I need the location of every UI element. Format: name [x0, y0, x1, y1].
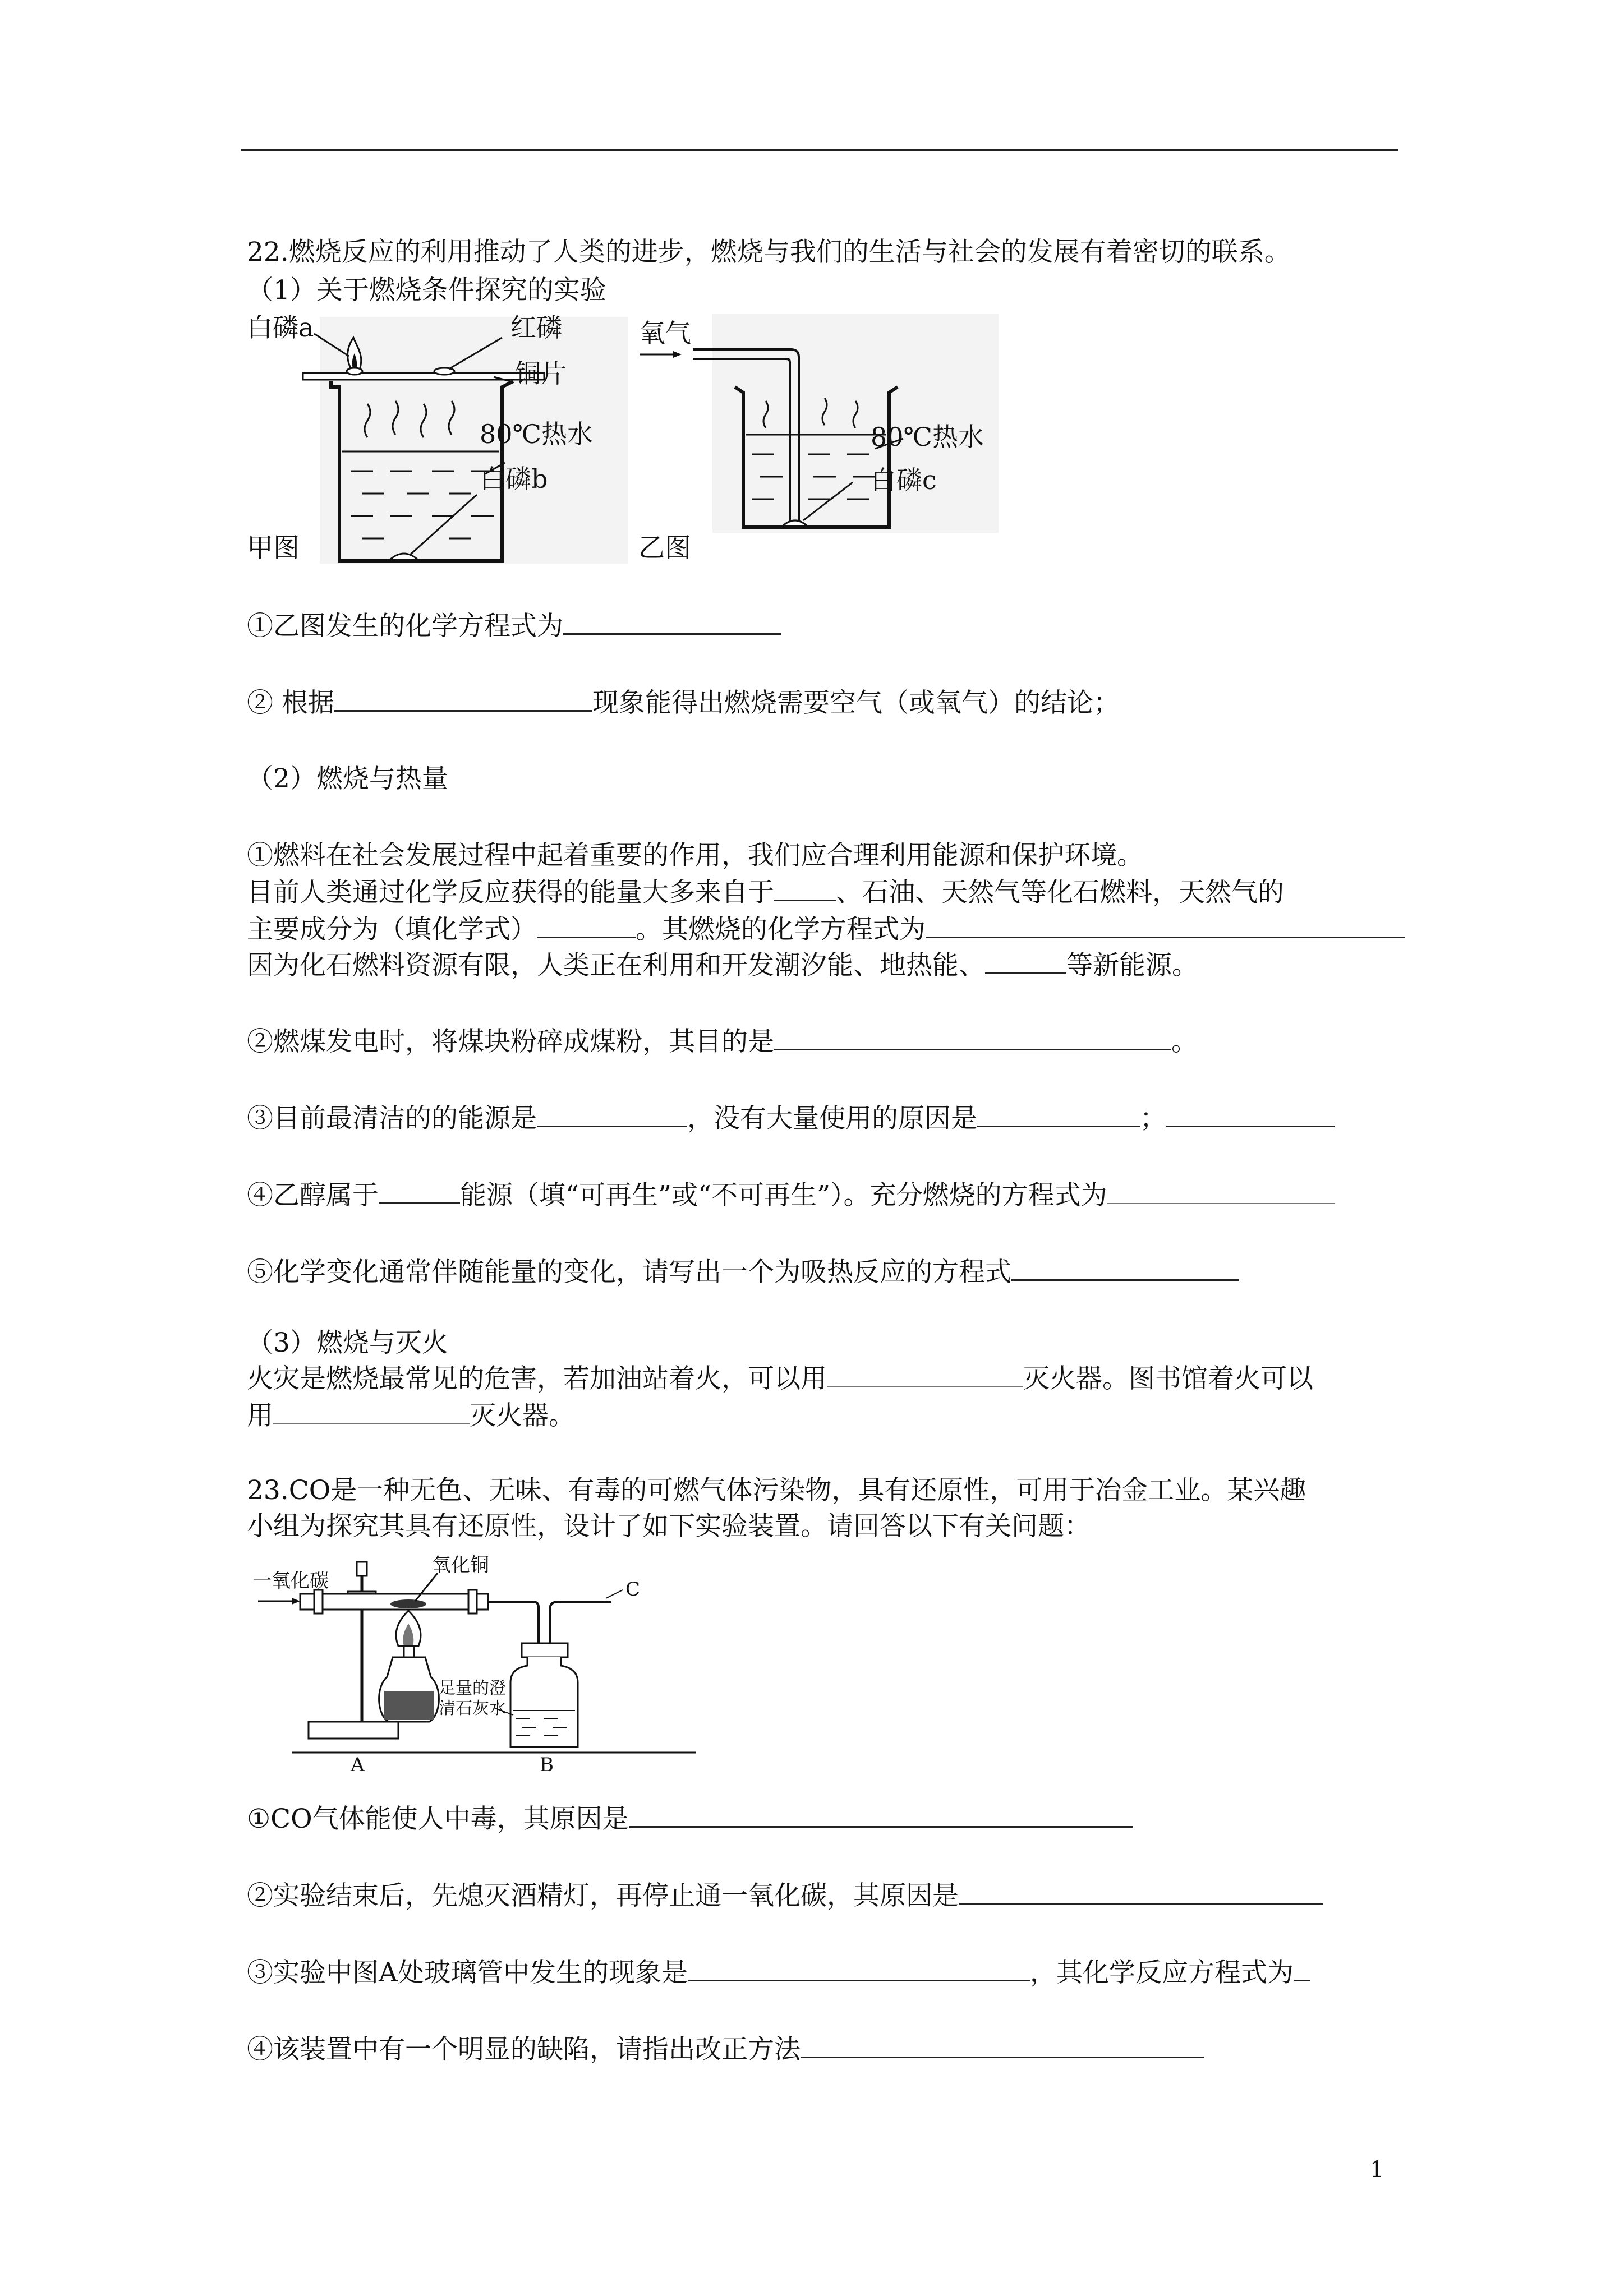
- label-white-p-a: 白磷a: [247, 312, 314, 343]
- answer-blank[interactable]: [827, 1362, 1023, 1387]
- label-copper-plate: 铜片: [515, 358, 567, 389]
- q22-p2-q1-line4: 因为化石燃料资源有限，人类正在利用和开发潮汐能、地热能、 等新能源。: [247, 948, 1198, 983]
- answer-blank[interactable]: [774, 875, 836, 901]
- q22-part3-title: （3）燃烧与灭火: [247, 1327, 448, 1358]
- q23-q3: ③实验中图A处玻璃管中发生的现象是 ，其化学反应方程式为: [247, 1955, 1310, 1990]
- figure-jia-beaker: [247, 308, 628, 566]
- label-co: 一氧化碳: [252, 1570, 329, 1592]
- figure-co-reduction-apparatus: [247, 1548, 696, 1772]
- q22-p2-q4: ④乙醇属于 能源（填“可再生”或“不可再生”）。充分燃烧的方程式为: [247, 1178, 1335, 1212]
- label-limewater-1: 足量的澄: [439, 1679, 506, 1698]
- answer-blank[interactable]: [537, 1101, 687, 1127]
- q23-q4: ④该装置中有一个明显的缺陷，请指出改正方法: [247, 2032, 1204, 2067]
- caption-yi: 乙图: [638, 533, 691, 564]
- label-limewater-2: 清石灰水: [439, 1699, 506, 1718]
- answer-blank[interactable]: [926, 912, 1405, 938]
- q23-q1: ①CO气体能使人中毒，其原因是: [247, 1801, 1133, 1836]
- answer-blank[interactable]: [537, 912, 636, 938]
- q22-p3-line2: 用 灭火器。: [247, 1399, 575, 1433]
- q23-intro-line2: 小组为探究其具有还原性，设计了如下实验装置。请回答以下有关问题：: [247, 1511, 1091, 1542]
- figure-yi-beaker: [640, 314, 999, 566]
- label-oxygen: 氧气: [640, 318, 691, 348]
- answer-blank[interactable]: [563, 608, 781, 635]
- q22-p2-q1-line1: ①燃料在社会发展过程中起着重要的作用，我们应合理利用能源和保护环境。: [247, 840, 1143, 871]
- header-rule: [241, 149, 1398, 151]
- answer-blank[interactable]: [1294, 1955, 1310, 1981]
- q22-p1-q2: ② 根据 现象能得出燃烧需要空气（或氧气）的结论；: [247, 685, 1120, 720]
- q22-p2-q1-line3: 主要成分为（填化学式） 。其燃烧的化学方程式为: [247, 912, 1405, 947]
- label-hot-water-yi: 80℃热水: [871, 422, 984, 452]
- answer-blank[interactable]: [1166, 1101, 1335, 1127]
- caption-jia: 甲图: [247, 533, 300, 564]
- label-red-p: 红磷: [510, 312, 562, 343]
- label-cuo: 氧化铜: [432, 1554, 489, 1576]
- q22-p2-q1-line2: 目前人类通过化学反应获得的能量大多来自于 、石油、天然气等化石燃料，天然气的: [247, 875, 1284, 910]
- q22-p1-q1: ①乙图发生的化学方程式为: [247, 608, 781, 643]
- answer-blank[interactable]: [1107, 1178, 1335, 1204]
- q22-p3-line1: 火灾是燃烧最常见的危害，若加油站着火，可以用 灭火器。图书馆着火可以: [247, 1362, 1313, 1396]
- q23-q2: ②实验结束后，先熄灭酒精灯，再停止通一氧化碳，其原因是: [247, 1878, 1323, 1913]
- answer-blank[interactable]: [985, 948, 1066, 974]
- page-number: 1: [1370, 2157, 1384, 2183]
- answer-blank[interactable]: [774, 1024, 1171, 1050]
- label-white-p-c: 白磷c: [871, 465, 937, 495]
- q22-part2-title: （2）燃烧与热量: [247, 763, 448, 794]
- label-hot-water-jia: 80℃热水: [480, 419, 593, 449]
- answer-blank[interactable]: [688, 1955, 1030, 1981]
- answer-blank[interactable]: [977, 1101, 1140, 1127]
- q22-part1-title: （1）关于燃烧条件探究的实验: [247, 275, 606, 306]
- q22-intro: 22.燃烧反应的利用推动了人类的进步，燃烧与我们的生活与社会的发展有着密切的联系。: [247, 237, 1291, 268]
- answer-blank[interactable]: [273, 1399, 470, 1424]
- label-a: A: [351, 1754, 365, 1772]
- answer-blank[interactable]: [629, 1801, 1133, 1828]
- answer-blank[interactable]: [379, 1178, 460, 1204]
- q22-p2-q3: ③目前最清洁的的能源是 ，没有大量使用的原因是 ；: [247, 1101, 1335, 1136]
- label-white-p-b: 白磷b: [480, 464, 548, 494]
- label-b: B: [540, 1754, 554, 1772]
- answer-blank[interactable]: [1011, 1255, 1239, 1281]
- q22-p2-q2: ②燃煤发电时，将煤块粉碎成煤粉，其目的是 。: [247, 1024, 1198, 1059]
- answer-blank[interactable]: [959, 1878, 1323, 1905]
- q23-intro-line1: 23.CO是一种无色、无味、有毒的可燃气体污染物，具有还原性，可用于冶金工业。某兴趣: [247, 1475, 1306, 1506]
- answer-blank[interactable]: [801, 2032, 1204, 2058]
- q22-p2-q5: ⑤化学变化通常伴随能量的变化，请写出一个为吸热反应的方程式: [247, 1255, 1239, 1289]
- label-c: C: [625, 1578, 641, 1601]
- answer-blank[interactable]: [334, 685, 592, 712]
